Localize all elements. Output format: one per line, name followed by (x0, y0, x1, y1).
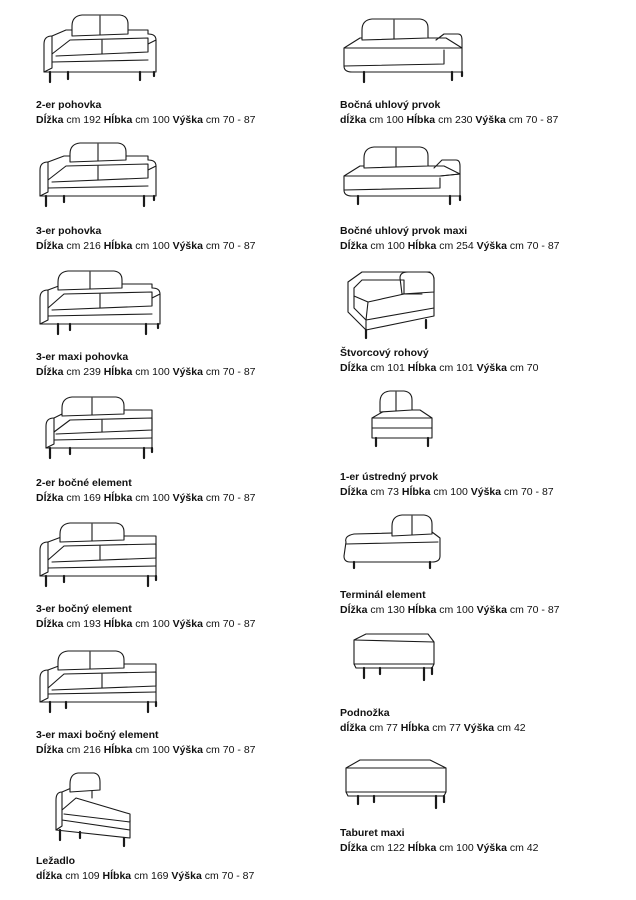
product-dimensions: Dĺžka cm 192 Hĺbka cm 100 Výška cm 70 - 87 (36, 114, 256, 126)
product-3er-maxi-pohovka (34, 268, 324, 378)
product-terminal-element (340, 512, 630, 616)
product-stvorcovy-rohovy (340, 268, 630, 374)
corner-element-icon (340, 12, 470, 90)
sofa-3-seater-maxi-icon (34, 268, 170, 344)
corner-element-maxi-icon (340, 140, 470, 216)
ottoman-maxi-icon (340, 756, 460, 820)
product-2er-bocne-element (36, 392, 326, 504)
product-name: 1-er ústredný prvok (340, 471, 439, 483)
product-name: Bočné uhlový prvok maxi (340, 225, 468, 237)
product-dimensions: dĺžka cm 100 Hĺbka cm 230 Výška cm 70 - 87 (340, 114, 559, 126)
side-element-3-maxi-icon (36, 644, 166, 726)
sofa-2-seater-icon (36, 12, 166, 90)
product-name: 2-er bočné element (36, 477, 132, 489)
product-name: 3-er maxi bočný element (36, 729, 159, 741)
product-name: Taburet maxi (340, 827, 405, 839)
product-3er-bocny-element (36, 520, 326, 630)
side-element-2-icon (36, 392, 166, 474)
product-3er-maxi-bocny-element (36, 644, 326, 756)
chaise-longue-icon (36, 768, 146, 852)
product-name: Bočná uhlový prvok (340, 99, 441, 111)
product-bocne-uhlovy-prvok-maxi (340, 140, 630, 252)
product-dimensions: Dĺžka cm 216 Hĺbka cm 100 Výška cm 70 - 87 (36, 240, 256, 252)
terminal-element-icon (340, 512, 450, 582)
product-podnozka (340, 630, 630, 734)
product-3er-pohovka (36, 140, 326, 252)
product-dimensions: Dĺžka cm 100 Hĺbka cm 254 Výška cm 70 - 87 (340, 240, 560, 252)
product-name: Štvorcový rohový (340, 347, 429, 359)
product-name: 3-er pohovka (36, 225, 102, 237)
product-dimensions: Dĺžka cm 130 Hĺbka cm 100 Výška cm 70 - 87 (340, 604, 560, 616)
product-name: 2-er pohovka (36, 99, 102, 111)
product-name: 3-er bočný element (36, 603, 132, 615)
product-dimensions: Dĺžka cm 216 Hĺbka cm 100 Výška cm 70 - 87 (36, 744, 256, 756)
product-dimensions: dĺžka cm 109 Hĺbka cm 169 Výška cm 70 - 87 (36, 870, 255, 882)
product-dimensions: Dĺžka cm 101 Hĺbka cm 101 Výška cm 70 (340, 362, 539, 374)
product-1er-ustredny-prvok (340, 388, 630, 498)
product-dimensions: Dĺžka cm 73 Hĺbka cm 100 Výška cm 70 - 87 (340, 486, 554, 498)
product-name: Terminál element (340, 589, 426, 601)
product-name: Ležadlo (36, 855, 76, 867)
product-lezadlo (36, 768, 326, 882)
product-2er-pohovka (36, 12, 326, 126)
sofa-3-seater-icon (36, 140, 166, 216)
product-dimensions: dĺžka cm 77 Hĺbka cm 77 Výška cm 42 (340, 722, 526, 734)
product-name: 3-er maxi pohovka (36, 351, 129, 363)
square-corner-icon (340, 268, 450, 344)
side-element-3-icon (36, 520, 166, 600)
center-element-icon (340, 388, 450, 460)
product-name: Podnožka (340, 707, 390, 719)
product-dimensions: Dĺžka cm 169 Hĺbka cm 100 Výška cm 70 - 87 (36, 492, 256, 504)
product-dimensions: Dĺžka cm 193 Hĺbka cm 100 Výška cm 70 - 87 (36, 618, 256, 630)
footstool-icon (340, 630, 450, 696)
product-dimensions: Dĺžka cm 239 Hĺbka cm 100 Výška cm 70 - 87 (36, 366, 256, 378)
product-taburet-maxi (340, 756, 630, 854)
product-bocna-uhlovy-prvok (340, 12, 630, 126)
product-dimensions: Dĺžka cm 122 Hĺbka cm 100 Výška cm 42 (340, 842, 539, 854)
